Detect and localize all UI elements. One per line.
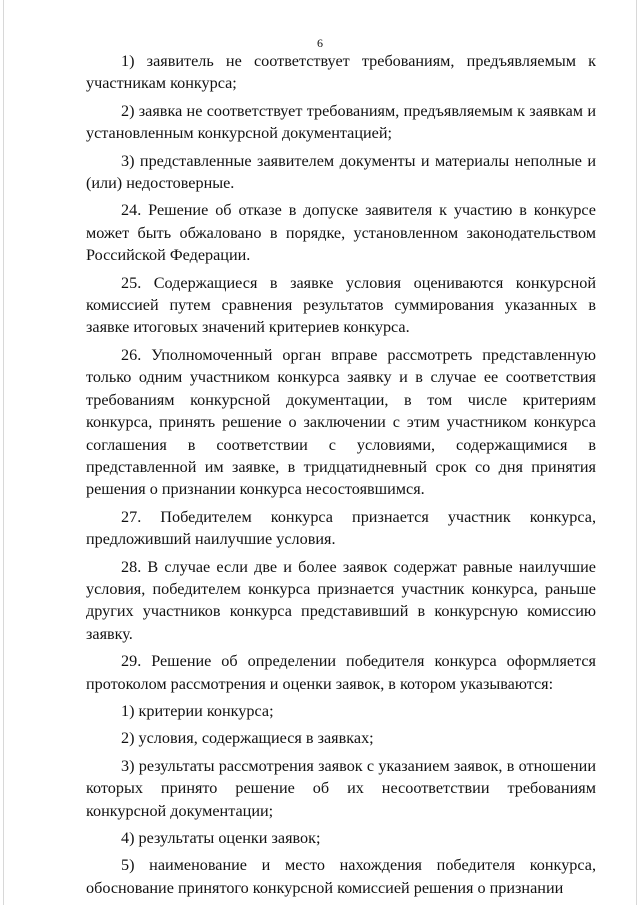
list-item-evaluation-results: 4) результаты оценки заявок;: [121, 829, 321, 847]
paragraph-24: 24. Решение об отказе в допуске заявителя к участию в конкурсе может быть обжаловано в порядке, установленном законодательством Российской Федерации.: [86, 201, 596, 265]
document-body: [86, 50, 596, 904]
paragraph-item-3: 3) представленные заявителем документы и материалы неполные и (или) недостоверные.: [86, 151, 596, 193]
paragraph-27: 27. Победителем конкурса признается участник конкурса, предложивший наилучшие условия.: [86, 507, 596, 549]
scan-edge-left: [3, 0, 4, 905]
page-number: 6: [317, 36, 323, 50]
list-item-review-results: 3) результаты рассмотрения заявок с указанием заявок, в отношении которых принято решение об их несоответствии требованиям конкурсной документации;: [86, 756, 596, 820]
list-item-conditions: 2) условия, содержащиеся в заявках;: [121, 729, 374, 748]
list-item-criteria: 1) критерии конкурса;: [121, 701, 274, 720]
paragraph-29: 29. Решение об определении победителя конкурса оформляется протоколом рассмотрения и оценки заявок, в котором указываются:: [86, 652, 596, 693]
paragraph-item-1: 1) заявитель не соответствует требованиям, предъявляемым к участникам конкурса;: [86, 52, 596, 93]
paragraph-26: 26. Уполномоченный орган вправе рассмотреть представленную только одним участником конкурса заявку и в случае ее соответствия требованиям конкурсной документации, в том числе критериям конкурса, принять решение о заключении с этим участником конкурса соглашения в соответствии с условиями, содержащимися в представленной им заявке, в тридцатидневный срок со дня принятия решения о признании конкурса несостоявшимся.: [86, 345, 596, 499]
paragraph-25: 25. Содержащиеся в заявке условия оцениваются конкурсной комиссией путем сравнения результатов суммирования указанных в заявке итоговых значений критериев конкурса.: [86, 273, 596, 337]
list-item-winner-info: 5) наименование и место нахождения победителя конкурса, обоснование принятого конкурсной комиссией решения о признании: [86, 856, 596, 897]
paragraph-28: 28. В случае если две и более заявок содержат равные наилучшие условия, победителем конкурса признается участник конкурса, раньше других участников конкурса представивший в конкурсную комиссию заявку.: [86, 557, 596, 643]
paragraph-item-2: 2) заявка не соответствует требованиям, предъявляемым к заявкам и установленным конкурсной документацией;: [86, 101, 596, 143]
scan-edge-right: [636, 0, 637, 905]
